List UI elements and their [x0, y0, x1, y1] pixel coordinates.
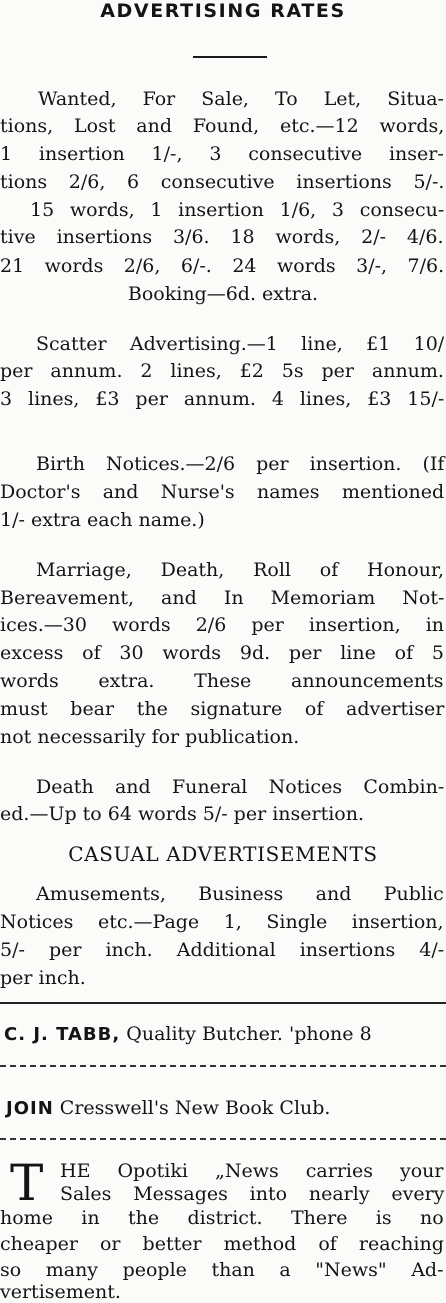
text-line: Doctor's and Nurse's names mentioned	[0, 481, 445, 503]
text-line: HE Opotiki „News carries your	[60, 1160, 444, 1182]
text-line: ed.—Up to 64 words 5/- per insertion.	[0, 803, 365, 825]
text-line: ices.—30 words 2/6 per insertion, in	[0, 614, 445, 636]
text-line: cheaper or better method of reaching	[0, 1233, 444, 1255]
text-line: Death and Funeral Notices Combin-	[36, 776, 445, 798]
text-line: Bereavement, and In Memoriam Not-	[0, 587, 445, 609]
text-line: words extra. These announcements	[0, 670, 444, 692]
divider	[0, 1065, 446, 1067]
advert-text: Quality Butcher. 'phone 8	[120, 1023, 372, 1045]
text-line: 3 lines, £3 per annum. 4 lines, £3 15/-	[0, 388, 445, 410]
text-line: 1 insertion 1/-, 3 consecutive inser-	[0, 143, 444, 165]
text-line: Notices etc.—Page 1, Single insertion,	[0, 911, 444, 933]
text-line: 1/- extra each name.)	[0, 509, 205, 531]
text-line: tive insertions 3/6. 18 words, 2/- 4/6.	[0, 226, 444, 248]
text-line: Wanted, For Sale, To Let, Situa-	[38, 88, 444, 110]
booking-line: Booking—6d. extra.	[127, 283, 319, 305]
text-line: Scatter Advertising.—1 line, £1 10/	[36, 333, 445, 355]
advert-text: Cresswell's New Book Club.	[53, 1097, 331, 1119]
divider	[0, 1002, 446, 1004]
casual-advertisements-heading: CASUAL ADVERTISEMENTS	[68, 842, 378, 866]
drop-cap: T	[10, 1154, 44, 1212]
text-line: 15 words, 1 insertion 1/6, 3 consecu-	[30, 199, 445, 221]
text-line: Amusements, Business and Public	[36, 883, 444, 905]
text-line: vertisement.	[0, 1281, 121, 1303]
book-club-advert	[6, 1097, 330, 1120]
text-line: excess of 30 words 9d. per line of 5	[0, 642, 444, 664]
text-line: per annum. 2 lines, £2 5s per annum.	[0, 360, 444, 382]
text-line: 21 words 2/6, 6/-. 24 words 3/-, 7/6.	[0, 255, 445, 277]
divider	[0, 1138, 446, 1140]
tabb-advert	[4, 1023, 372, 1046]
text-line: Sales Messages into nearly every	[60, 1183, 445, 1205]
advertiser-name: C. J. TABB,	[4, 1024, 121, 1045]
page-title: ADVERTISING RATES	[100, 0, 346, 22]
advert-lead-word: JOIN	[6, 1098, 54, 1119]
text-line: tions 2/6, 6 consecutive insertions 5/-.	[0, 171, 445, 193]
text-line: must bear the signature of advertiser	[0, 698, 445, 720]
text-line: Birth Notices.—2/6 per insertion. (If	[36, 453, 445, 475]
text-line: tions, Lost and Found, etc.—12 words,	[0, 115, 445, 137]
title-underline	[193, 56, 267, 58]
text-line: 5/- per inch. Additional insertions 4/-	[0, 939, 445, 961]
text-line: per inch.	[0, 967, 86, 989]
text-line: Marriage, Death, Roll of Honour,	[36, 559, 444, 581]
text-line: home in the district. There is no	[0, 1207, 444, 1229]
text-line: not necessarily for publication.	[0, 726, 300, 748]
text-line: so many people than a "News" Ad-	[0, 1259, 444, 1281]
